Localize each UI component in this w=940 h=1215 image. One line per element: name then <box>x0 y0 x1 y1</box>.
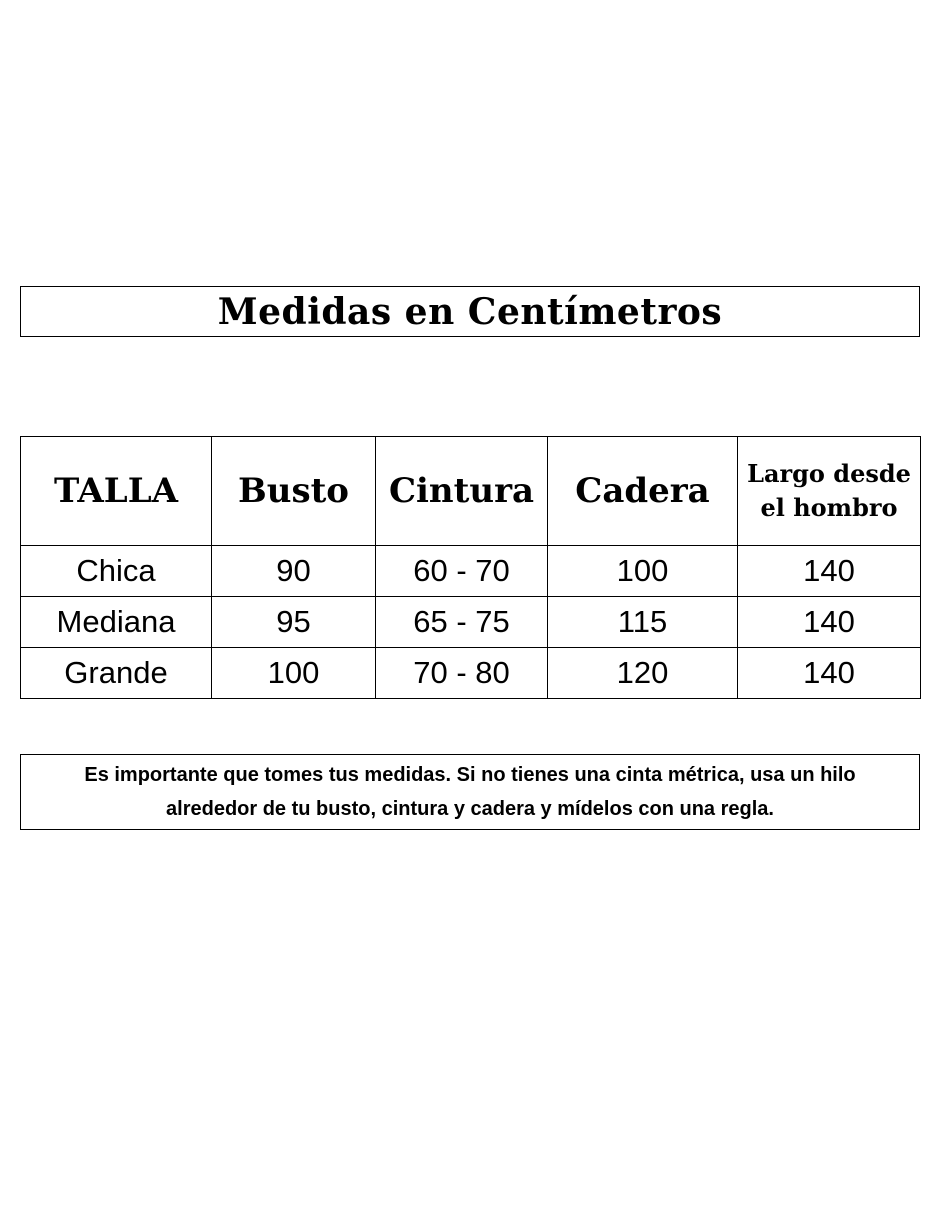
header-cintura: Cintura <box>376 437 548 546</box>
cell-largo: 140 <box>738 546 921 597</box>
header-busto: Busto <box>212 437 376 546</box>
page-title: Medidas en Centímetros <box>217 290 723 333</box>
cell-largo: 140 <box>738 597 921 648</box>
cell-talla: Mediana <box>21 597 212 648</box>
table-row <box>21 648 921 699</box>
cell-cadera: 115 <box>548 597 738 648</box>
cell-talla: Grande <box>21 648 212 699</box>
table-header-row <box>21 437 921 546</box>
table-row <box>21 546 921 597</box>
note-line2: alrededor de tu busto, cintura y cadera y mídelos con una regla. <box>166 798 774 820</box>
title-box <box>20 286 920 337</box>
cell-largo: 140 <box>738 648 921 699</box>
header-cadera: Cadera <box>548 437 738 546</box>
cell-busto: 95 <box>212 597 376 648</box>
note-box <box>20 754 920 830</box>
note-text <box>64 758 875 826</box>
header-largo-line1: Largo desde <box>747 459 911 488</box>
header-largo <box>738 437 921 546</box>
cell-busto: 100 <box>212 648 376 699</box>
cell-cintura: 70 - 80 <box>376 648 548 699</box>
cell-talla: Chica <box>21 546 212 597</box>
cell-cintura: 65 - 75 <box>376 597 548 648</box>
cell-cadera: 120 <box>548 648 738 699</box>
cell-cadera: 100 <box>548 546 738 597</box>
cell-cintura: 60 - 70 <box>376 546 548 597</box>
table-row <box>21 597 921 648</box>
header-largo-line2: el hombro <box>760 493 898 522</box>
cell-busto: 90 <box>212 546 376 597</box>
header-talla: TALLA <box>21 437 212 546</box>
note-line1: Es importante que tomes tus medidas. Si no tienes una cinta métrica, usa un hilo <box>84 764 856 786</box>
size-table <box>20 436 921 699</box>
